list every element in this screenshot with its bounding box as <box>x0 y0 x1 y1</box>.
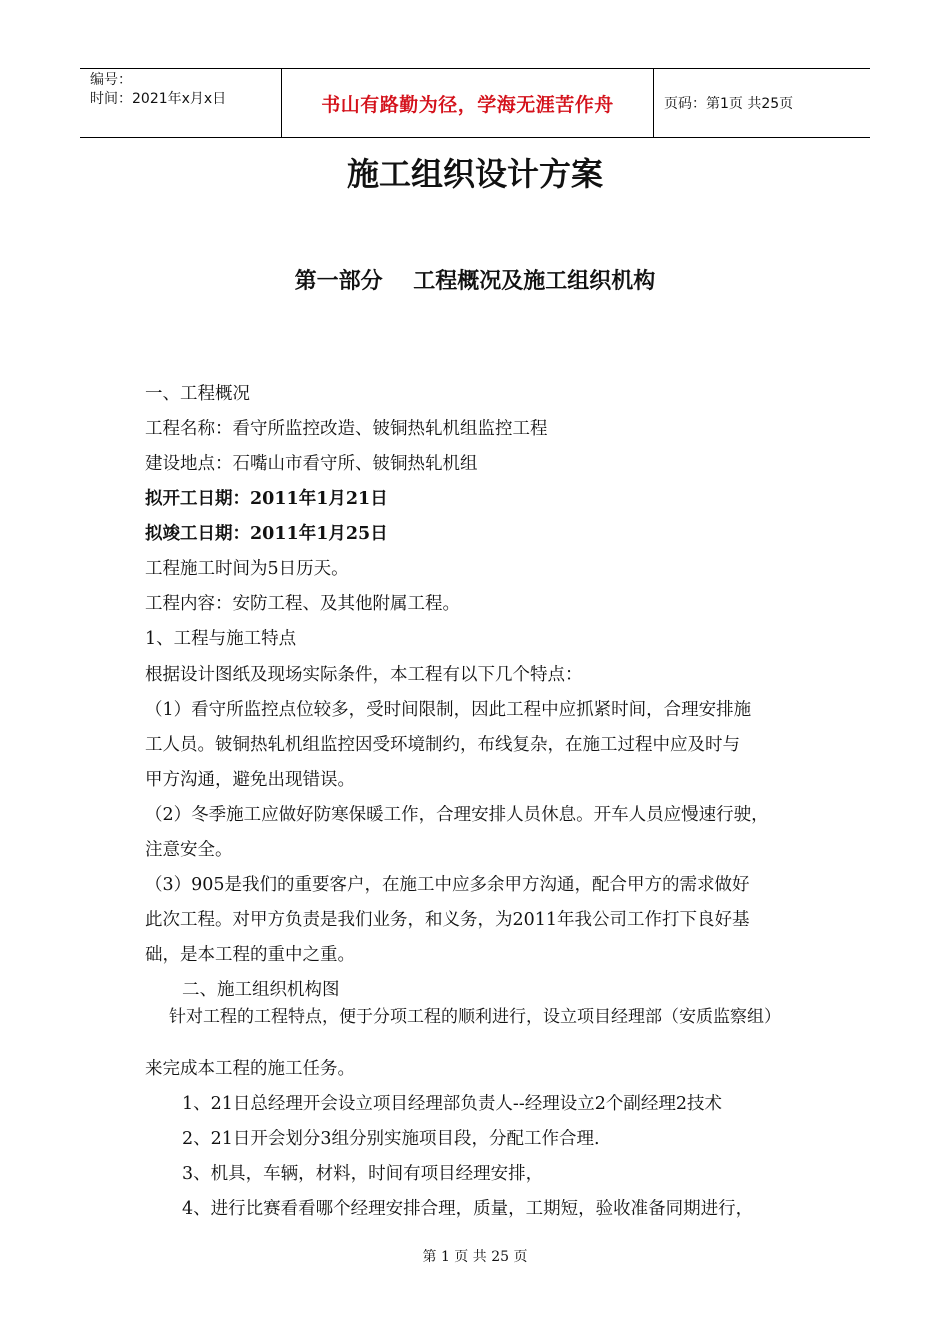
header-page-cell <box>654 69 870 137</box>
section-heading-overview: 一、工程概况 <box>145 384 250 404</box>
paragraph-line: 针对工程的工程特点，便于分项工程的顺利进行，设立项目经理部（安质监察组） <box>169 1007 781 1027</box>
list-item: 2、21日开会划分3组分别实施项目段，分配工作合理. <box>182 1129 600 1149</box>
list-item: 3、机具，车辆，材料，时间有项目经理安排， <box>182 1164 544 1184</box>
paragraph-line: （2）冬季施工应做好防寒保暖工作，合理安排人员休息。开车人员应慢速行驶， <box>145 805 769 825</box>
project-location: 建设地点：石嘴山市看守所、铍铜热轧机组 <box>145 454 478 474</box>
paragraph-line: 来完成本工程的施工任务。 <box>145 1059 355 1079</box>
header-table <box>80 68 870 138</box>
page-info: 页码：第1页 共25页 <box>664 96 794 112</box>
project-content: 工程内容：安防工程、及其他附属工程。 <box>145 594 460 614</box>
planned-completion-date: 拟竣工日期：2011年1月25日 <box>145 524 388 544</box>
subsection-heading-features: 1、工程与施工特点 <box>145 629 297 649</box>
paragraph-line: 础，是本工程的重中之重。 <box>145 945 355 965</box>
page-footer: 第 1 页 共 25 页 <box>422 1249 528 1265</box>
part-heading: 第一部分 工程概况及施工组织机构 <box>294 269 656 294</box>
section-heading-organization: 二、施工组织机构图 <box>182 980 340 1000</box>
number-label: 编号： <box>90 72 132 88</box>
paragraph-line: 工人员。铍铜热轧机组监控因受环境制约，布线复杂，在施工过程中应及时与 <box>145 735 740 755</box>
motto-text: 书山有路勤为径，学海无涯苦作舟 <box>321 93 614 116</box>
paragraph-line: 注意安全。 <box>145 840 233 860</box>
paragraph-line: 此次工程。对甲方负责是我们业务，和义务，为2011年我公司工作打下良好基 <box>145 910 750 930</box>
time-label: 时间：2021年x月x日 <box>90 91 227 107</box>
construction-duration: 工程施工时间为5日历天。 <box>145 559 349 579</box>
planned-start-date: 拟开工日期：2011年1月21日 <box>145 489 388 509</box>
list-item: 4、进行比赛看看哪个经理安排合理，质量，工期短，验收准备同期进行， <box>182 1199 754 1219</box>
header-motto-cell <box>281 69 654 137</box>
list-item: 1、21日总经理开会设立项目经理部负责人--经理设立2个副经理2技术 <box>182 1094 722 1114</box>
header-meta <box>80 69 281 137</box>
paragraph-line: 根据设计图纸及现场实际条件，本工程有以下几个特点： <box>145 665 583 685</box>
paragraph-line: 甲方沟通，避免出现错误。 <box>145 770 355 790</box>
project-name: 工程名称：看守所监控改造、铍铜热轧机组监控工程 <box>145 419 548 439</box>
paragraph-line: （1）看守所监控点位较多，受时间限制，因此工程中应抓紧时间，合理安排施 <box>145 700 752 720</box>
document-title: 施工组织设计方案 <box>346 155 603 193</box>
paragraph-line: （3）905是我们的重要客户，在施工中应多余甲方沟通，配合甲方的需求做好 <box>145 875 750 895</box>
